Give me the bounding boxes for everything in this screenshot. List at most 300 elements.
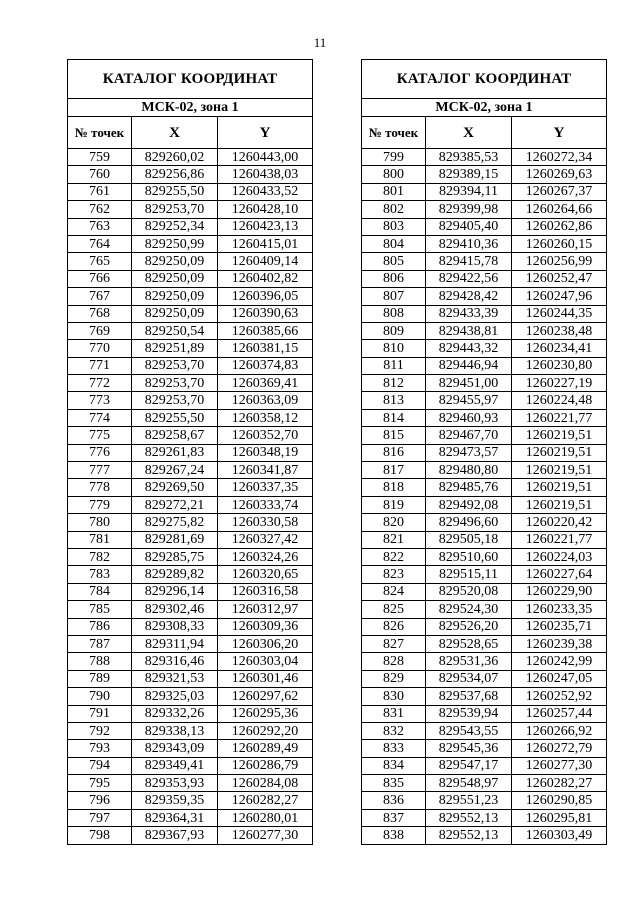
table-row	[68, 149, 313, 166]
y-coordinate-cell: 1260348,19	[218, 444, 313, 461]
catalog-subtitle: МСК-02, зона 1	[68, 99, 313, 117]
x-coordinate-cell: 829543,55	[426, 722, 512, 739]
x-coordinate-cell: 829251,89	[132, 340, 218, 357]
y-coordinate-cell: 1260280,01	[218, 809, 313, 826]
table-row	[68, 218, 313, 235]
point-number-cell: 813	[362, 392, 426, 409]
table-row	[362, 253, 607, 270]
point-number-cell: 827	[362, 635, 426, 652]
point-number-cell: 821	[362, 531, 426, 548]
x-coordinate-cell: 829492,08	[426, 496, 512, 513]
y-coordinate-cell: 1260374,83	[218, 357, 313, 374]
x-coordinate-cell: 829451,00	[426, 375, 512, 392]
x-coordinate-cell: 829552,13	[426, 809, 512, 826]
y-coordinate-cell: 1260306,20	[218, 635, 313, 652]
x-coordinate-cell: 829443,32	[426, 340, 512, 357]
y-coordinate-cell: 1260244,35	[512, 305, 607, 322]
y-coordinate-cell: 1260230,80	[512, 357, 607, 374]
x-coordinate-cell: 829515,11	[426, 566, 512, 583]
x-coordinate-cell: 829359,35	[132, 792, 218, 809]
table-row	[362, 722, 607, 739]
point-number-cell: 768	[68, 305, 132, 322]
x-coordinate-cell: 829252,34	[132, 218, 218, 235]
table-row	[362, 601, 607, 618]
x-coordinate-cell: 829296,14	[132, 583, 218, 600]
point-number-cell: 795	[68, 775, 132, 792]
x-coordinate-cell: 829399,98	[426, 201, 512, 218]
point-number-cell: 831	[362, 705, 426, 722]
y-coordinate-cell: 1260438,03	[218, 166, 313, 183]
y-coordinate-cell: 1260267,37	[512, 183, 607, 200]
y-coordinate-cell: 1260316,58	[218, 583, 313, 600]
x-coordinate-cell: 829364,31	[132, 809, 218, 826]
table-row	[362, 688, 607, 705]
y-coordinate-cell: 1260303,04	[218, 653, 313, 670]
point-number-cell: 788	[68, 653, 132, 670]
point-number-cell: 804	[362, 235, 426, 252]
y-coordinate-cell: 1260289,49	[218, 740, 313, 757]
table-row	[362, 218, 607, 235]
x-coordinate-cell: 829316,46	[132, 653, 218, 670]
table-row	[362, 427, 607, 444]
y-coordinate-cell: 1260256,99	[512, 253, 607, 270]
x-coordinate-cell: 829539,94	[426, 705, 512, 722]
x-coordinate-cell: 829255,50	[132, 409, 218, 426]
x-coordinate-cell: 829260,02	[132, 149, 218, 166]
x-coordinate-cell: 829473,57	[426, 444, 512, 461]
x-coordinate-cell: 829433,39	[426, 305, 512, 322]
table-row	[68, 809, 313, 826]
table-row	[362, 305, 607, 322]
point-number-cell: 790	[68, 688, 132, 705]
table-row	[68, 340, 313, 357]
y-coordinate-cell: 1260269,63	[512, 166, 607, 183]
point-number-cell: 800	[362, 166, 426, 183]
y-coordinate-cell: 1260363,09	[218, 392, 313, 409]
y-coordinate-cell: 1260277,30	[512, 757, 607, 774]
table-row	[362, 809, 607, 826]
point-number-cell: 820	[362, 514, 426, 531]
y-coordinate-cell: 1260443,00	[218, 149, 313, 166]
y-coordinate-cell: 1260219,51	[512, 462, 607, 479]
y-coordinate-cell: 1260252,92	[512, 688, 607, 705]
y-coordinate-cell: 1260292,20	[218, 722, 313, 739]
x-coordinate-cell: 829353,93	[132, 775, 218, 792]
point-number-cell: 824	[362, 583, 426, 600]
y-coordinate-cell: 1260272,34	[512, 149, 607, 166]
x-coordinate-cell: 829253,70	[132, 392, 218, 409]
y-coordinate-cell: 1260221,77	[512, 409, 607, 426]
table-row	[362, 531, 607, 548]
table-row	[68, 253, 313, 270]
x-coordinate-cell: 829255,50	[132, 183, 218, 200]
x-coordinate-cell: 829480,80	[426, 462, 512, 479]
table-row	[68, 792, 313, 809]
x-coordinate-cell: 829343,09	[132, 740, 218, 757]
table-row	[362, 827, 607, 844]
y-coordinate-cell: 1260233,35	[512, 601, 607, 618]
page-number: 11	[313, 35, 327, 50]
y-coordinate-cell: 1260415,01	[218, 235, 313, 252]
point-number-cell: 776	[68, 444, 132, 461]
table-row	[68, 531, 313, 548]
x-coordinate-cell: 829308,33	[132, 618, 218, 635]
point-number-cell: 825	[362, 601, 426, 618]
y-coordinate-cell: 1260301,46	[218, 670, 313, 687]
column-header-y: Y	[512, 117, 607, 149]
point-number-cell: 760	[68, 166, 132, 183]
table-row	[362, 357, 607, 374]
y-coordinate-cell: 1260303,49	[512, 827, 607, 844]
y-coordinate-cell: 1260290,85	[512, 792, 607, 809]
table-row	[362, 288, 607, 305]
table-row	[68, 566, 313, 583]
table-row	[68, 288, 313, 305]
table-row	[68, 618, 313, 635]
y-coordinate-cell: 1260219,51	[512, 496, 607, 513]
table-row	[362, 462, 607, 479]
table-row	[362, 514, 607, 531]
point-number-cell: 764	[68, 235, 132, 252]
x-coordinate-cell: 829325,03	[132, 688, 218, 705]
x-coordinate-cell: 829496,60	[426, 514, 512, 531]
point-number-cell: 812	[362, 375, 426, 392]
column-header-x: X	[132, 117, 218, 149]
x-coordinate-cell: 829367,93	[132, 827, 218, 844]
point-number-cell: 782	[68, 548, 132, 565]
y-coordinate-cell: 1260309,36	[218, 618, 313, 635]
x-coordinate-cell: 829520,08	[426, 583, 512, 600]
table-row	[362, 270, 607, 287]
y-coordinate-cell: 1260260,15	[512, 235, 607, 252]
x-coordinate-cell: 829467,70	[426, 427, 512, 444]
table-row	[362, 566, 607, 583]
table-row	[68, 496, 313, 513]
table-row	[68, 235, 313, 252]
y-coordinate-cell: 1260219,51	[512, 444, 607, 461]
y-coordinate-cell: 1260324,26	[218, 548, 313, 565]
x-coordinate-cell: 829285,75	[132, 548, 218, 565]
point-number-cell: 817	[362, 462, 426, 479]
y-coordinate-cell: 1260239,38	[512, 635, 607, 652]
point-number-cell: 802	[362, 201, 426, 218]
y-coordinate-cell: 1260402,82	[218, 270, 313, 287]
x-coordinate-cell: 829281,69	[132, 531, 218, 548]
table-row	[362, 740, 607, 757]
table-row	[362, 322, 607, 339]
y-coordinate-cell: 1260277,30	[218, 827, 313, 844]
x-coordinate-cell: 829510,60	[426, 548, 512, 565]
point-number-cell: 826	[362, 618, 426, 635]
table-row	[68, 479, 313, 496]
x-coordinate-cell: 829275,82	[132, 514, 218, 531]
point-number-cell: 801	[362, 183, 426, 200]
table-row	[362, 583, 607, 600]
y-coordinate-cell: 1260433,52	[218, 183, 313, 200]
y-coordinate-cell: 1260247,05	[512, 670, 607, 687]
point-number-cell: 829	[362, 670, 426, 687]
point-number-cell: 786	[68, 618, 132, 635]
point-number-cell: 772	[68, 375, 132, 392]
x-coordinate-cell: 829289,82	[132, 566, 218, 583]
point-number-cell: 837	[362, 809, 426, 826]
catalog-body	[68, 149, 313, 845]
point-number-cell: 765	[68, 253, 132, 270]
x-coordinate-cell: 829415,78	[426, 253, 512, 270]
table-row	[362, 340, 607, 357]
point-number-cell: 819	[362, 496, 426, 513]
table-row	[68, 827, 313, 844]
x-coordinate-cell: 829321,53	[132, 670, 218, 687]
point-number-cell: 761	[68, 183, 132, 200]
table-row	[68, 548, 313, 565]
point-number-cell: 806	[362, 270, 426, 287]
x-coordinate-cell: 829455,97	[426, 392, 512, 409]
x-coordinate-cell: 829258,67	[132, 427, 218, 444]
y-coordinate-cell: 1260262,86	[512, 218, 607, 235]
table-row	[362, 548, 607, 565]
y-coordinate-cell: 1260330,58	[218, 514, 313, 531]
x-coordinate-cell: 829552,13	[426, 827, 512, 844]
point-number-cell: 810	[362, 340, 426, 357]
column-header-point: № точек	[68, 117, 132, 149]
x-coordinate-cell: 829256,86	[132, 166, 218, 183]
y-coordinate-cell: 1260327,42	[218, 531, 313, 548]
point-number-cell: 834	[362, 757, 426, 774]
point-number-cell: 779	[68, 496, 132, 513]
x-coordinate-cell: 829250,09	[132, 288, 218, 305]
point-number-cell: 793	[68, 740, 132, 757]
x-coordinate-cell: 829311,94	[132, 635, 218, 652]
table-row	[68, 427, 313, 444]
x-coordinate-cell: 829534,07	[426, 670, 512, 687]
y-coordinate-cell: 1260227,64	[512, 566, 607, 583]
point-number-cell: 780	[68, 514, 132, 531]
point-number-cell: 767	[68, 288, 132, 305]
table-row	[68, 670, 313, 687]
table-row	[68, 722, 313, 739]
table-row	[68, 740, 313, 757]
y-coordinate-cell: 1260312,97	[218, 601, 313, 618]
y-coordinate-cell: 1260247,96	[512, 288, 607, 305]
table-row	[362, 705, 607, 722]
y-coordinate-cell: 1260266,92	[512, 722, 607, 739]
point-number-cell: 791	[68, 705, 132, 722]
y-coordinate-cell: 1260320,65	[218, 566, 313, 583]
table-row	[68, 322, 313, 339]
point-number-cell: 830	[362, 688, 426, 705]
point-number-cell: 838	[362, 827, 426, 844]
y-coordinate-cell: 1260409,14	[218, 253, 313, 270]
x-coordinate-cell: 829389,15	[426, 166, 512, 183]
x-coordinate-cell: 829505,18	[426, 531, 512, 548]
y-coordinate-cell: 1260423,13	[218, 218, 313, 235]
catalog-title: КАТАЛОГ КООРДИНАТ	[68, 60, 313, 99]
x-coordinate-cell: 829250,09	[132, 253, 218, 270]
point-number-cell: 770	[68, 340, 132, 357]
x-coordinate-cell: 829537,68	[426, 688, 512, 705]
x-coordinate-cell: 829338,13	[132, 722, 218, 739]
point-number-cell: 807	[362, 288, 426, 305]
x-coordinate-cell: 829267,24	[132, 462, 218, 479]
x-coordinate-cell: 829253,70	[132, 201, 218, 218]
x-coordinate-cell: 829545,36	[426, 740, 512, 757]
coordinate-catalog-right	[361, 59, 607, 845]
table-row	[362, 618, 607, 635]
y-coordinate-cell: 1260381,15	[218, 340, 313, 357]
y-coordinate-cell: 1260264,66	[512, 201, 607, 218]
point-number-cell: 759	[68, 149, 132, 166]
point-number-cell: 763	[68, 218, 132, 235]
table-row	[68, 635, 313, 652]
table-row	[362, 635, 607, 652]
x-coordinate-cell: 829302,46	[132, 601, 218, 618]
table-row	[362, 235, 607, 252]
point-number-cell: 811	[362, 357, 426, 374]
x-coordinate-cell: 829349,41	[132, 757, 218, 774]
point-number-cell: 766	[68, 270, 132, 287]
table-row	[68, 444, 313, 461]
x-coordinate-cell: 829250,99	[132, 235, 218, 252]
table-row	[68, 409, 313, 426]
y-coordinate-cell: 1260220,42	[512, 514, 607, 531]
point-number-cell: 809	[362, 322, 426, 339]
point-number-cell: 777	[68, 462, 132, 479]
y-coordinate-cell: 1260257,44	[512, 705, 607, 722]
table-row	[68, 375, 313, 392]
y-coordinate-cell: 1260224,48	[512, 392, 607, 409]
table-row	[68, 392, 313, 409]
x-coordinate-cell: 829438,81	[426, 322, 512, 339]
x-coordinate-cell: 829250,09	[132, 270, 218, 287]
x-coordinate-cell: 829250,09	[132, 305, 218, 322]
catalog-title: КАТАЛОГ КООРДИНАТ	[362, 60, 607, 99]
y-coordinate-cell: 1260238,48	[512, 322, 607, 339]
point-number-cell: 792	[68, 722, 132, 739]
table-row	[68, 688, 313, 705]
x-coordinate-cell: 829547,17	[426, 757, 512, 774]
x-coordinate-cell: 829261,83	[132, 444, 218, 461]
table-row	[68, 183, 313, 200]
point-number-cell: 769	[68, 322, 132, 339]
x-coordinate-cell: 829253,70	[132, 375, 218, 392]
point-number-cell: 836	[362, 792, 426, 809]
table-row	[68, 757, 313, 774]
table-row	[68, 601, 313, 618]
x-coordinate-cell: 829531,36	[426, 653, 512, 670]
table-row	[362, 166, 607, 183]
y-coordinate-cell: 1260252,47	[512, 270, 607, 287]
table-row	[362, 409, 607, 426]
point-number-cell: 828	[362, 653, 426, 670]
point-number-cell: 818	[362, 479, 426, 496]
point-number-cell: 784	[68, 583, 132, 600]
table-row	[68, 201, 313, 218]
column-header-point: № точек	[362, 117, 426, 149]
column-header-x: X	[426, 117, 512, 149]
x-coordinate-cell: 829528,65	[426, 635, 512, 652]
table-row	[362, 496, 607, 513]
y-coordinate-cell: 1260284,08	[218, 775, 313, 792]
y-coordinate-cell: 1260282,27	[218, 792, 313, 809]
y-coordinate-cell: 1260297,62	[218, 688, 313, 705]
column-header-y: Y	[218, 117, 313, 149]
point-number-cell: 773	[68, 392, 132, 409]
table-row	[68, 166, 313, 183]
y-coordinate-cell: 1260286,79	[218, 757, 313, 774]
table-row	[362, 444, 607, 461]
y-coordinate-cell: 1260341,87	[218, 462, 313, 479]
point-number-cell: 783	[68, 566, 132, 583]
x-coordinate-cell: 829524,30	[426, 601, 512, 618]
point-number-cell: 798	[68, 827, 132, 844]
point-number-cell: 797	[68, 809, 132, 826]
y-coordinate-cell: 1260358,12	[218, 409, 313, 426]
table-row	[68, 583, 313, 600]
point-number-cell: 833	[362, 740, 426, 757]
y-coordinate-cell: 1260295,81	[512, 809, 607, 826]
point-number-cell: 781	[68, 531, 132, 548]
point-number-cell: 771	[68, 357, 132, 374]
y-coordinate-cell: 1260235,71	[512, 618, 607, 635]
y-coordinate-cell: 1260282,27	[512, 775, 607, 792]
point-number-cell: 762	[68, 201, 132, 218]
table-row	[68, 653, 313, 670]
y-coordinate-cell: 1260229,90	[512, 583, 607, 600]
x-coordinate-cell: 829410,36	[426, 235, 512, 252]
point-number-cell: 796	[68, 792, 132, 809]
table-row	[68, 270, 313, 287]
point-number-cell: 803	[362, 218, 426, 235]
x-coordinate-cell: 829460,93	[426, 409, 512, 426]
y-coordinate-cell: 1260219,51	[512, 427, 607, 444]
point-number-cell: 823	[362, 566, 426, 583]
point-number-cell: 805	[362, 253, 426, 270]
y-coordinate-cell: 1260242,99	[512, 653, 607, 670]
x-coordinate-cell: 829485,76	[426, 479, 512, 496]
coordinate-catalog-left	[67, 59, 313, 845]
x-coordinate-cell: 829551,23	[426, 792, 512, 809]
y-coordinate-cell: 1260352,70	[218, 427, 313, 444]
table-row	[362, 479, 607, 496]
point-number-cell: 785	[68, 601, 132, 618]
y-coordinate-cell: 1260227,19	[512, 375, 607, 392]
table-row	[362, 149, 607, 166]
y-coordinate-cell: 1260385,66	[218, 322, 313, 339]
x-coordinate-cell: 829272,21	[132, 496, 218, 513]
y-coordinate-cell: 1260337,35	[218, 479, 313, 496]
x-coordinate-cell: 829269,50	[132, 479, 218, 496]
table-row	[68, 514, 313, 531]
point-number-cell: 778	[68, 479, 132, 496]
x-coordinate-cell: 829385,53	[426, 149, 512, 166]
table-row	[362, 392, 607, 409]
table-row	[68, 357, 313, 374]
point-number-cell: 835	[362, 775, 426, 792]
y-coordinate-cell: 1260428,10	[218, 201, 313, 218]
point-number-cell: 799	[362, 149, 426, 166]
table-row	[68, 462, 313, 479]
x-coordinate-cell: 829428,42	[426, 288, 512, 305]
table-row	[362, 775, 607, 792]
x-coordinate-cell: 829405,40	[426, 218, 512, 235]
x-coordinate-cell: 829250,54	[132, 322, 218, 339]
x-coordinate-cell: 829332,26	[132, 705, 218, 722]
point-number-cell: 775	[68, 427, 132, 444]
x-coordinate-cell: 829253,70	[132, 357, 218, 374]
table-row	[68, 775, 313, 792]
y-coordinate-cell: 1260396,05	[218, 288, 313, 305]
